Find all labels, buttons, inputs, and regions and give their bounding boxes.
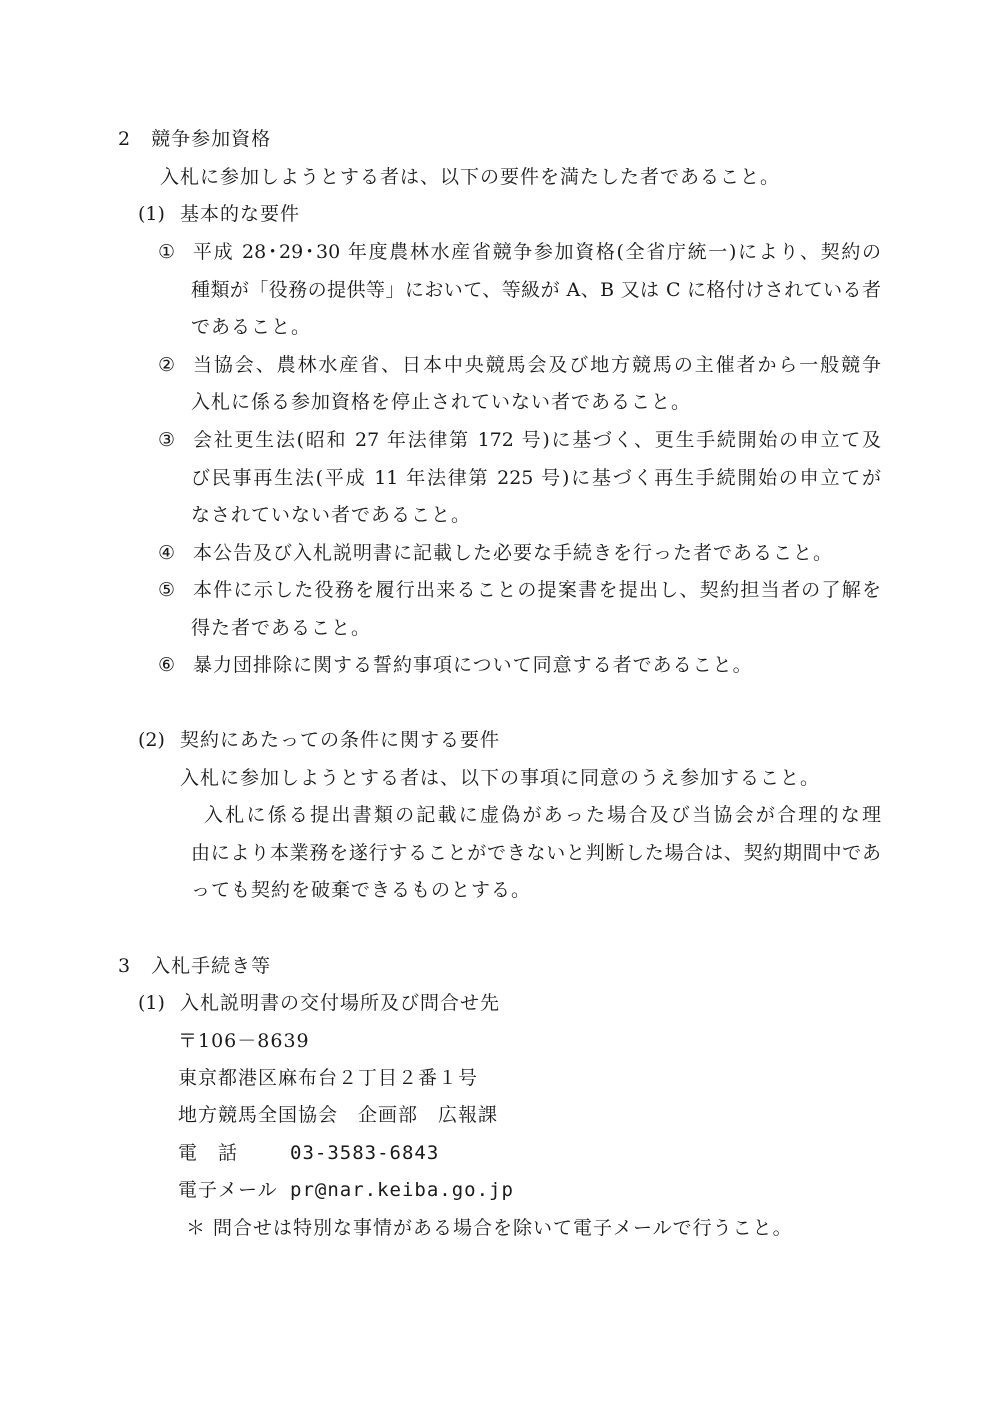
sub-3-1-label: (1) <box>138 992 165 1014</box>
sub-2-line-1: 入札に係る提出書類の記載に虚偽があった場合及び当協会が合理的な理 <box>204 804 881 826</box>
sub-2-line-2: 由により本業務を遂行することができないと判断した場合は、契約期間中であ <box>191 842 881 864</box>
item-1-line-2: 種類が「役務の提供等」において、等級が A、B 又は C に格付けされている者 <box>191 279 881 301</box>
email-address: pr@nar.keiba.go.jp <box>290 1179 514 1201</box>
item-2-mark: ② <box>158 354 176 376</box>
tel-number: 03-3583-6843 <box>290 1142 440 1164</box>
item-1-mark: ① <box>158 241 176 263</box>
section-2-heading: 2 競争参加資格 <box>118 128 272 150</box>
sub-2-line-3: っても契約を破棄できるものとする。 <box>191 879 532 901</box>
postal-code: 〒106－8639 <box>178 1030 310 1052</box>
item-1-line-1: 平成 28･29･30 年度農林水産省競争参加資格(全省庁統一)により、契約の <box>193 241 881 263</box>
item-5-line-1: 本件に示した役務を履行出来ることの提案書を提出し、契約担当者の了解を <box>193 579 881 601</box>
item-5-mark: ⑤ <box>158 579 176 601</box>
sub-2-label: (2) <box>138 729 165 751</box>
item-4-line-1: 本公告及び入札説明書に記載した必要な手続きを行った者であること。 <box>193 542 834 564</box>
item-2-line-1: 当協会、農林水産省、日本中央競馬会及び地方競馬の主催者から一般競争 <box>193 354 881 376</box>
sub-1-title: 基本的な要件 <box>180 203 301 225</box>
item-2-line-2: 入札に係る参加資格を停止されていない者であること。 <box>191 391 692 413</box>
sub-2-title: 契約にあたっての条件に関する要件 <box>180 729 501 751</box>
sub-2-intro: 入札に参加しようとする者は、以下の事項に同意のうえ参加すること。 <box>180 767 821 789</box>
item-5-line-2: 得た者であること。 <box>191 617 372 639</box>
sub-1-label: (1) <box>138 203 165 225</box>
organization: 地方競馬全国協会 企画部 広報課 <box>178 1104 499 1126</box>
address: 東京都港区麻布台２丁目２番１号 <box>178 1067 479 1089</box>
item-3-line-2: び民事再生法(平成 11 年法律第 225 号)に基づく再生手続開始の申立てが <box>191 467 881 489</box>
item-4-mark: ④ <box>158 542 176 564</box>
item-3-line-3: なされていない者であること。 <box>191 504 472 526</box>
item-6-mark: ⑥ <box>158 654 176 676</box>
item-1-line-3: であること。 <box>191 316 312 338</box>
item-3-mark: ③ <box>158 429 176 451</box>
contact-note: ＊ 問合せは特別な事情がある場合を除いて電子メールで行うこと。 <box>186 1217 793 1239</box>
tel-label: 電 話 <box>178 1142 239 1164</box>
item-3-line-1: 会社更生法(昭和 27 年法律第 172 号)に基づく、更生手続開始の申立て及 <box>193 429 881 451</box>
section-3-heading: 3 入札手続き等 <box>118 955 272 977</box>
item-6-line-1: 暴力団排除に関する誓約事項について同意する者であること。 <box>193 654 753 676</box>
email-label: 電子メール <box>178 1179 278 1201</box>
sub-3-1-title: 入札説明書の交付場所及び問合せ先 <box>180 992 501 1014</box>
section-2-intro: 入札に参加しようとする者は、以下の要件を満たした者であること。 <box>160 166 781 188</box>
